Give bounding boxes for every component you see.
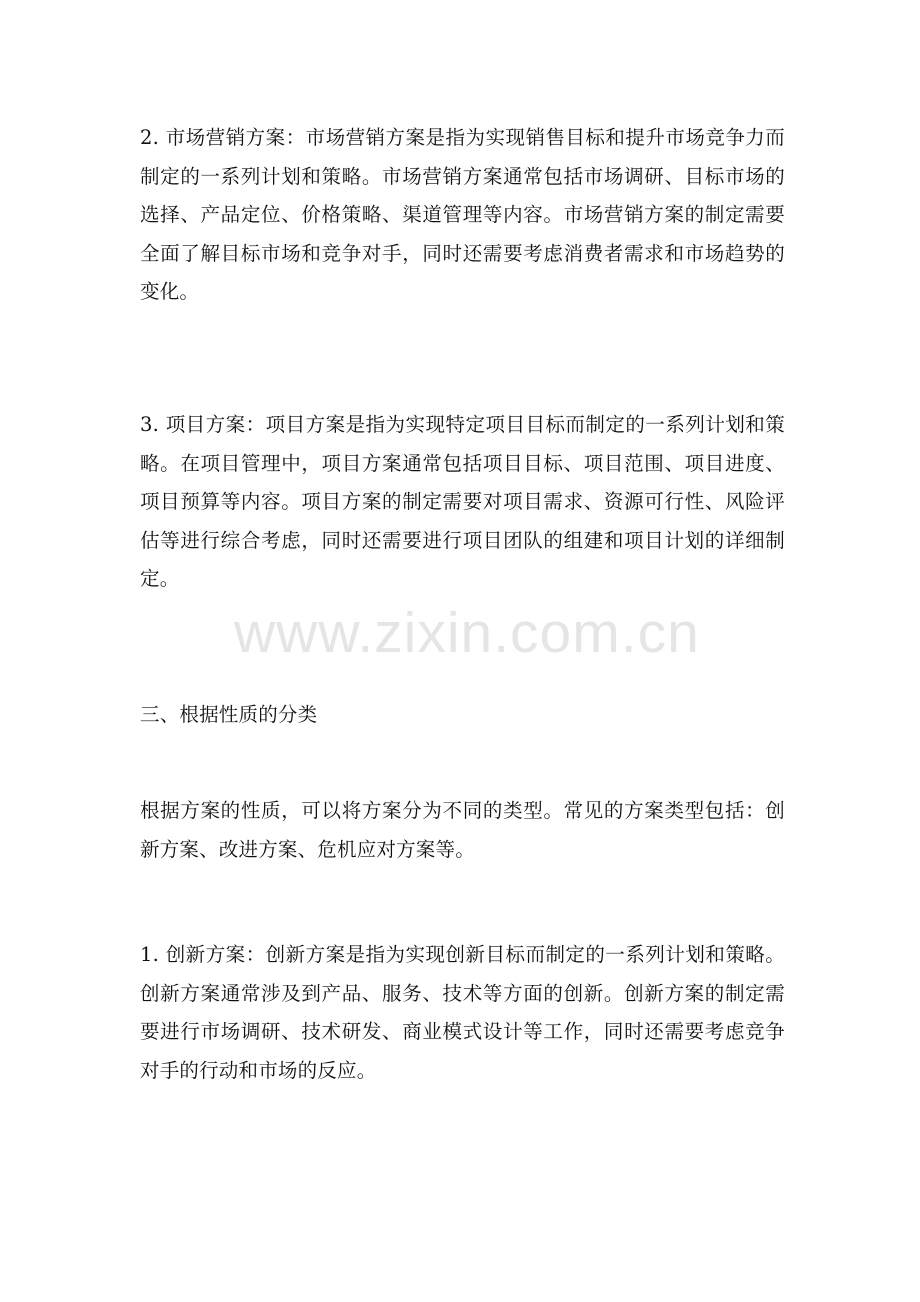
paragraph-innovation-plan: 1. 创新方案：创新方案是指为实现创新目标而制定的一系列计划和策略。创新方案通常涉及到产品、服务、技术等方面的创新。创新方案的制定需要进行市场调研、技术研发、商业模式设计等工作，同时还需要考虑竞争对手的行动和市场的反应。 — [140, 943, 785, 1082]
paragraph-marketing-plan: 2. 市场营销方案：市场营销方案是指为实现销售目标和提升市场竞争力而制定的一系列计划和策略。市场营销方案通常包括市场调研、目标市场的选择、产品定位、价格策略、渠道管理等内容。市场营销方案的制定需要全面了解目标市场和竞争对手，同时还需要考虑消费者需求和市场趋势的变化。 — [140, 126, 785, 303]
paragraph-project-plan: 3. 项目方案：项目方案是指为实现特定项目目标而制定的一系列计划和策略。在项目管理中，项目方案通常包括项目目标、项目范围、项目进度、项目预算等内容。项目方案的制定需要对项目需求、资源可行性、风险评估等进行综合考虑，同时还需要进行项目团队的组建和项目计划的详细制定。 — [140, 413, 785, 590]
paragraph-nature-intro: 根据方案的性质，可以将方案分为不同的类型。常见的方案类型包括：创新方案、改进方案、危机应对方案等。 — [140, 799, 785, 861]
watermark-text: www.zixin.com.cn — [234, 601, 700, 665]
section-heading-by-nature: 三、根据性质的分类 — [140, 703, 318, 726]
